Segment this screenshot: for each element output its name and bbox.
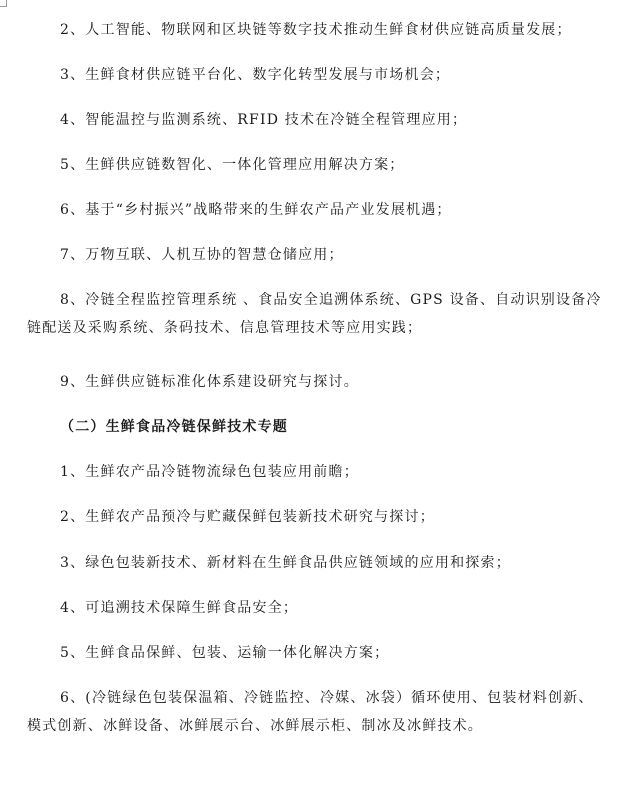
list-item: 2、生鲜农产品预冷与贮藏保鲜包装新技术研究与探讨； [60,509,435,525]
list-item: 1、生鲜农产品冷链物流绿色包装应用前瞻； [60,464,359,480]
page-corner-mark [0,0,7,7]
list-item: 3、绿色包装新技术、新材料在生鲜食品供应链领域的应用和探索； [60,555,511,571]
list-item: 6、(冷链绿色包装保温箱、冷链监控、冷媒、冰袋）循环使用、包装材料创新、模式创新、冰鲜设备、冰鲜展示台、冰鲜展示柜、制冰及冰鲜技术。 [27,690,594,734]
list-item: 4、智能温控与监测系统、RFID 技术在冷链全程管理应用； [60,112,468,128]
section-heading: （二）生鲜食品冷链保鲜技术专题 [60,419,288,435]
list-item: 4、可追溯技术保障生鲜食品安全； [60,600,299,616]
list-item: 2、人工智能、物联网和区块链等数字技术推动生鲜食材供应链高质量发展； [60,22,572,38]
list-item: 7、万物互联、人机互协的智慧仓储应用； [60,247,344,263]
list-item: 5、生鲜供应链数智化、一体化管理应用解决方案； [60,157,405,173]
list-item: 3、生鲜食材供应链平台化、数字化转型发展与市场机会； [60,67,451,83]
list-item: 8、冷链全程监控管理系统 、食品安全追溯体系统、GPS 设备、自动识别设备冷链配送及采购系统、条码技术、信息管理技术等应用实践； [27,292,602,336]
list-item: 5、生鲜食品保鲜、包装、运输一体化解决方案； [60,645,390,661]
list-item: 6、基于“乡村振兴”战略带来的生鲜农产品产业发展机遇； [60,202,452,218]
list-item: 9、生鲜供应链标准化体系建设研究与探讨。 [60,374,359,390]
